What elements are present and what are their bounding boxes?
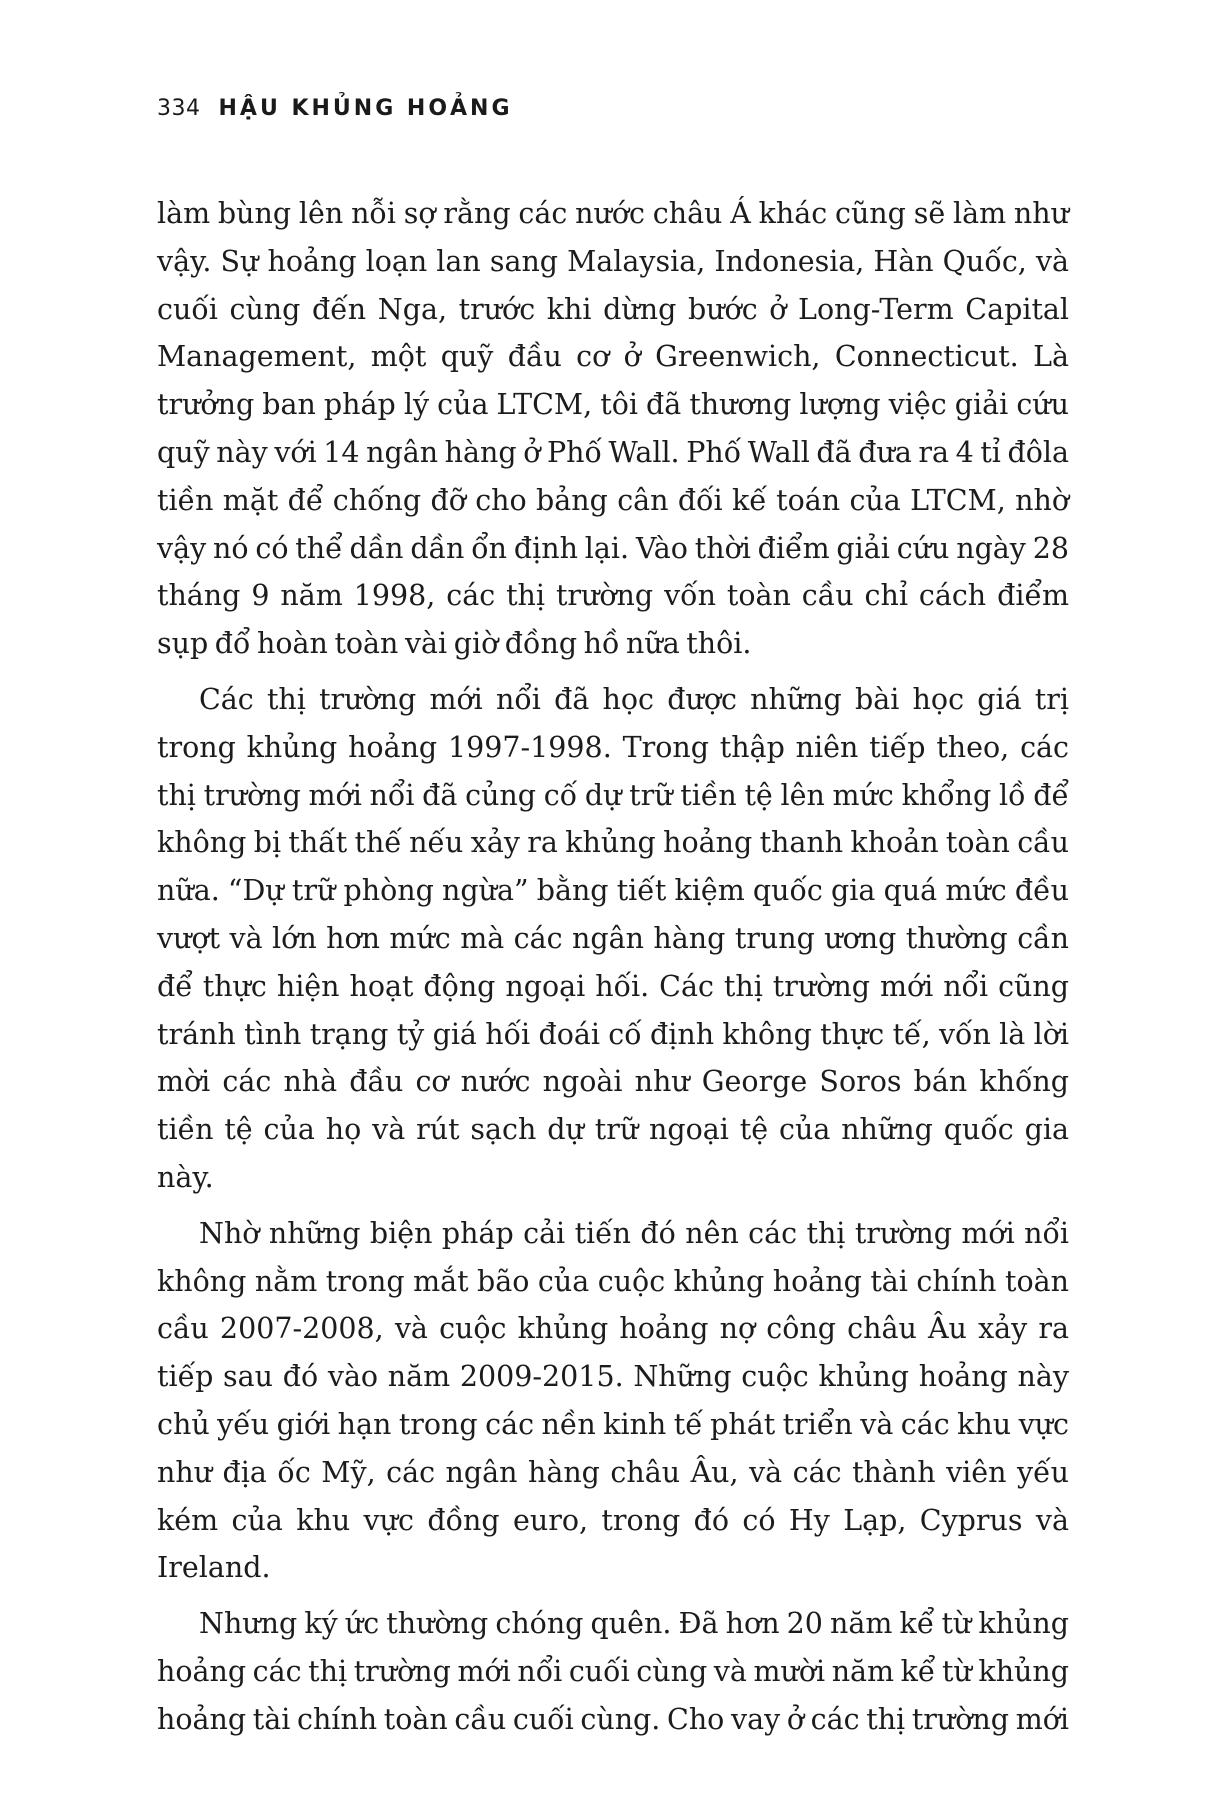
paragraph-continuation: làm bùng lên nỗi sợ rằng các nước châu Á khác cũng sẽ làm như vậy. Sự hoảng loạn lan sang Malaysia, Indonesia, Hàn Quốc, và cuối cùng đến Nga, trước khi dừng bước ở Long-Term Capital Management, một quỹ đầu cơ ở Greenwich, Connecticut. Là trưởng ban pháp lý của LTCM, tôi đã thương lượng việc giải cứu quỹ này với 14 ngân hàng ở Phố Wall. Phố Wall đã đưa ra 4 tỉ đôla tiền mặt để chống đỡ cho bảng cân đối kế toán của LTCM, nhờ vậy nó có thể dần dần ổn định lại. Vào thời điểm giải cứu ngày 28 tháng 9 năm 1998, các thị trường vốn toàn cầu chỉ cách điểm sụp đổ hoàn toàn vài giờ đồng hồ nữa thôi. [157,197,1069,661]
page-number: 334 [157,95,201,121]
running-head [157,90,513,126]
paragraph: Nhờ những biện pháp cải tiến đó nên các thị trường mới nổi không nằm trong mắt bão của cuộc khủng hoảng tài chính toàn cầu 2007-2008, và cuộc khủng hoảng nợ công châu Âu xảy ra tiếp sau đó vào năm 2009-2015. Những cuộc khủng hoảng này chủ yếu giới hạn trong các nền kinh tế phát triển và các khu vực như địa ốc Mỹ, các ngân hàng châu Âu, và các thành viên yếu kém của khu vực đồng euro, trong đó có Hy Lạp, Cyprus và Ireland. [157,1216,1069,1585]
paragraph: Các thị trường mới nổi đã học được những bài học giá trị trong khủng hoảng 1997-1998. Trong thập niên tiếp theo, các thị trường mới nổi đã củng cố dự trữ tiền tệ lên mức khổng lồ để không bị thất thế nếu xảy ra khủng hoảng thanh khoản toàn cầu nữa. “Dự trữ phòng ngừa” bằng tiết kiệm quốc gia quá mức đều vượt và lớn hơn mức mà các ngân hàng trung ương thường cần để thực hiện hoạt động ngoại hối. Các thị trường mới nổi cũng tránh tình trạng tỷ giá hối đoái cố định không thực tế, vốn là lời mời các nhà đầu cơ nước ngoài như George Soros bán khống tiền tệ của họ và rút sạch dự trữ ngoại tệ của những quốc gia này. [157,682,1069,1194]
paragraph-continues: Nhưng ký ức thường chóng quên. Đã hơn 20 năm kể từ khủng hoảng các thị trường mới nổi cuối cùng và mười năm kể từ khủng hoảng tài chính toàn cầu cuối cùng. Cho vay ở các thị trường mới [157,1607,1069,1736]
body-text [157,190,1069,1752]
book-title: HẬU KHỦNG HOẢNG [218,95,513,121]
